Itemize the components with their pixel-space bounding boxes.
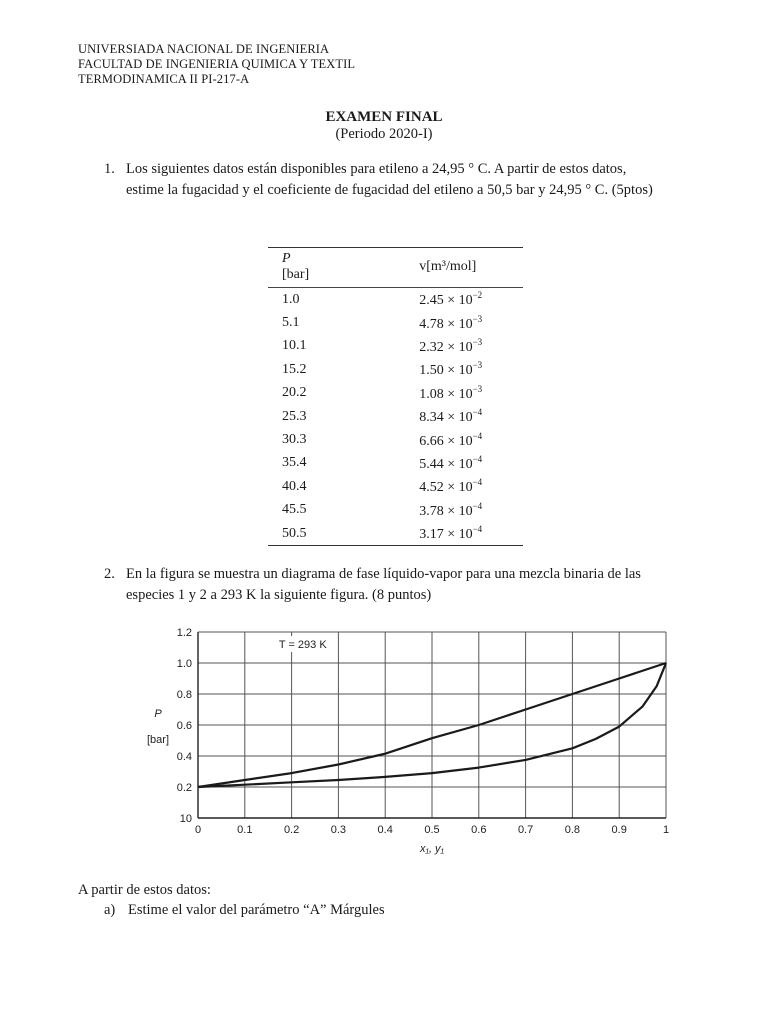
table-row: [268, 382, 523, 405]
table-header-row: [268, 248, 523, 288]
university-name: UNIVERSIADA NACIONAL DE INGENIERIA: [78, 42, 330, 56]
y-axis-label-symbol: P: [154, 708, 162, 720]
volume-cell: $4.78 \times 10^{-3}$: [419, 313, 483, 332]
x-tick-label: 0.3: [330, 824, 347, 836]
table-row: [268, 335, 523, 358]
pressure-cell: 25.3: [282, 408, 307, 424]
y-tick-label: 1.2: [176, 627, 192, 639]
question-2-number: 2.: [104, 566, 115, 582]
table-row: [268, 288, 523, 312]
volume-cell: $2.45 \times 10^{-2}$: [419, 290, 483, 309]
volume-cell: $5.44 \times 10^{-4}$: [419, 453, 483, 472]
x-tick-label: 0.7: [517, 824, 534, 836]
column-header-volume: v[m³/mol]: [309, 248, 523, 288]
table-row: [268, 499, 523, 522]
table-row: [268, 311, 523, 334]
volume-cell: $1.08 \times 10^{-3}$: [419, 383, 483, 402]
x-tick-label: 0.6: [471, 824, 487, 836]
pressure-cell: 45.5: [282, 502, 307, 518]
exam-title: EXAMEN FINAL: [325, 109, 443, 125]
pressure-cell: 40.4: [282, 478, 307, 494]
pressure-cell: 35.4: [282, 455, 307, 471]
volume-cell: $4.52 \times 10^{-4}$: [419, 477, 483, 496]
column-header-pressure: P [bar]: [268, 248, 309, 288]
data-intro: A partir de estos datos:: [78, 882, 211, 898]
x-tick-label: 0.9: [611, 824, 627, 836]
y-tick-label: 1.0: [176, 658, 192, 670]
table-row: [268, 405, 523, 428]
pv-data-table: [268, 247, 523, 546]
x-tick-label: 0.2: [283, 824, 300, 836]
course-header: [78, 42, 355, 87]
table-row: [268, 358, 523, 381]
course-code: TERMODINAMICA II PI-217-A: [78, 72, 250, 86]
phase-diagram-chart: [130, 620, 690, 860]
y-tick-label: 0.2: [176, 782, 192, 794]
question-2-text: En la figura se muestra un diagrama de fase líquido-vapor para una mezcla binaria de las especies 1 y 2 a 293 K la siguiente figura. (8 puntos): [126, 566, 641, 603]
volume-cell: $2.32 \times 10^{-3}$: [419, 336, 483, 355]
volume-cell: $6.66 \times 10^{-4}$: [419, 430, 483, 449]
temperature-annotation: T = 293 K: [278, 639, 327, 651]
table-row: [268, 452, 523, 475]
pressure-cell: 5.1: [282, 315, 300, 331]
volume-cell: $3.78 \times 10^{-4}$: [419, 500, 483, 519]
table-row: [268, 428, 523, 451]
pressure-cell: 20.2: [282, 385, 307, 401]
x-tick-label: 1: [662, 824, 670, 836]
x-tick-label: 0: [194, 824, 202, 836]
exam-period: (Periodo 2020-I): [335, 126, 433, 142]
y-tick-label: 0.4: [176, 751, 192, 763]
pressure-cell: 50.5: [268, 522, 309, 546]
x-tick-label: 0.1: [237, 824, 253, 836]
y-tick-label: 0.8: [176, 689, 192, 701]
volume-cell: $3.17 \times 10^{-4}$: [309, 522, 523, 546]
table-body: [268, 288, 523, 546]
question-1-text: Los siguientes datos están disponibles para etileno a 24,95 ° C. A partir de estos datos, estime la fugacidad y el coeficiente de fugacidad del etileno a 50,5 bar y 24,95 ° C. (5ptos): [126, 161, 653, 198]
x-tick-label: 0.5: [424, 824, 440, 836]
table-row: [268, 475, 523, 498]
x-tick-label: 0.8: [564, 824, 581, 836]
item-a-text: Estime el valor del parámetro “A” Márgules: [128, 902, 385, 918]
x-tick-label: 0.4: [377, 824, 393, 836]
question-1-number: 1.: [104, 161, 115, 177]
pressure-cell: 1.0: [282, 291, 300, 307]
pressure-cell: 30.3: [282, 432, 307, 448]
volume-cell: $1.50 \times 10^{-3}$: [419, 360, 483, 379]
table-row: [268, 522, 523, 546]
pressure-cell: 15.2: [282, 361, 307, 377]
volume-cell: $8.34 \times 10^{-4}$: [419, 407, 483, 426]
faculty-name: FACULTAD DE INGENIERIA QUIMICA Y TEXTIL: [78, 57, 356, 71]
y-tick-label: 0.6: [176, 720, 192, 732]
y-origin-label: 10: [179, 813, 192, 825]
y-axis-label-unit: [bar]: [146, 734, 170, 746]
x-axis-label: x₁, y₁: [419, 843, 445, 855]
pressure-cell: 10.1: [282, 338, 307, 354]
item-a-label: a): [104, 902, 116, 918]
